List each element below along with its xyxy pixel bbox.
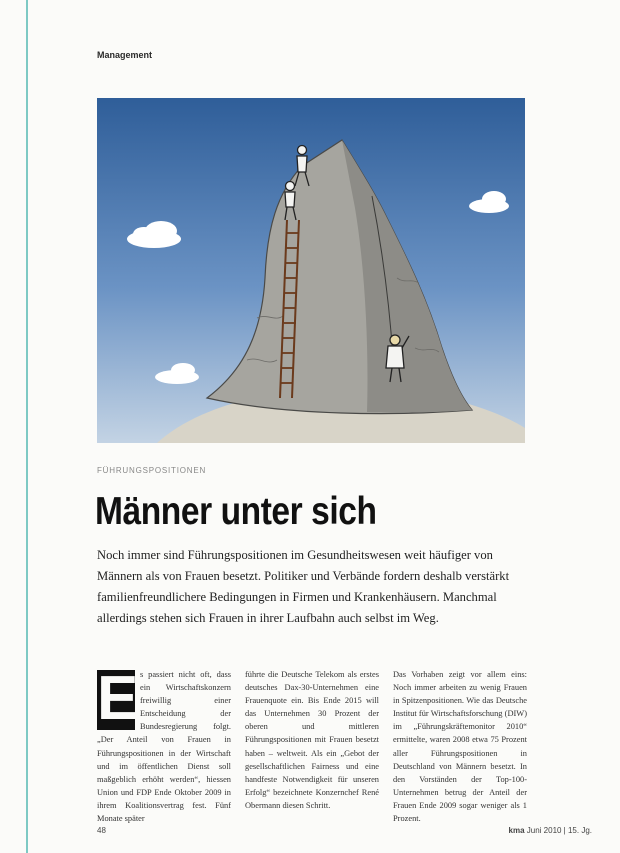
article-headline: Männer unter sich xyxy=(95,490,377,533)
article-kicker: FÜHRUNGSPOSITIONEN xyxy=(97,466,207,475)
dropcap: E xyxy=(97,668,139,733)
body-column-1-text: s passiert nicht oft, dass ein Wirtschaftskonzern freiwillig einer Entscheidung der Bundesregierung folgt. „Der Anteil von Frauen in Führungspositionen in der Wirtschaft und im öffentlichen Dienst soll maßgeblich erhöht werden“, hiessen Union und FDP Ende Oktober 2009 in ihrem Koalitionsvertrag fest. Fünf Monate später xyxy=(97,670,231,824)
issue-date: Juni 2010 | 15. Jg. xyxy=(526,826,592,835)
body-column-2: führte die Deutsche Telekom als erstes deutsches Dax-30-Unternehmen eine Frauenquote ein. Bis Ende 2015 will das Unternehmen 30 Prozent der oberen und mittleren Führungspositionen mit Frauen besetzt haben – weltweit. Als ein „Gebot der gesellschaftlichen Fairness und eine handfeste Notwendigkeit für unseren Erfolg“ bezeichnete Konzernchef René Obermann diesen Schritt. xyxy=(245,670,379,810)
page-edge-accent xyxy=(26,0,28,853)
footer-issue xyxy=(509,826,592,835)
section-label: Management xyxy=(97,50,153,60)
body-column-1 xyxy=(97,668,231,833)
article-lead: Noch immer sind Führungspositionen im Gesundheitswesen weit häufiger von Männern als von Frauen besetzt. Politiker und Verbände fordern deshalb verstärkt familienfreundlichere Bedingungen in Firmen und Krankenhäusern. Manchmal allerdings stehen sich Frauen in ihrer Laufbahn auch selbst im Weg. xyxy=(97,548,510,625)
hero-illustration xyxy=(97,98,525,443)
page-number: 48 xyxy=(97,826,106,835)
article-body xyxy=(97,668,527,838)
magazine-name: kma xyxy=(508,826,525,835)
body-column-3: Das Vorhaben zeigt vor allem eins: Noch immer arbeiten zu wenig Frauen in Spitzenpositionen. Wie das Deutsche Institut für Wirtschaftsforschung (DIW) im „Führungskräftemonitor 2010“ ermittelte, waren 2008 etwa 75 Prozent aller Führungspositionen in Deutschland von Männern besetzt. In den Vorständen der Top-100-Unternehmen betrug der Anteil der Frauen Ende 2009 sogar weniger als 1 Prozent. xyxy=(393,670,527,824)
mountain-ladder-illustration xyxy=(97,98,525,443)
